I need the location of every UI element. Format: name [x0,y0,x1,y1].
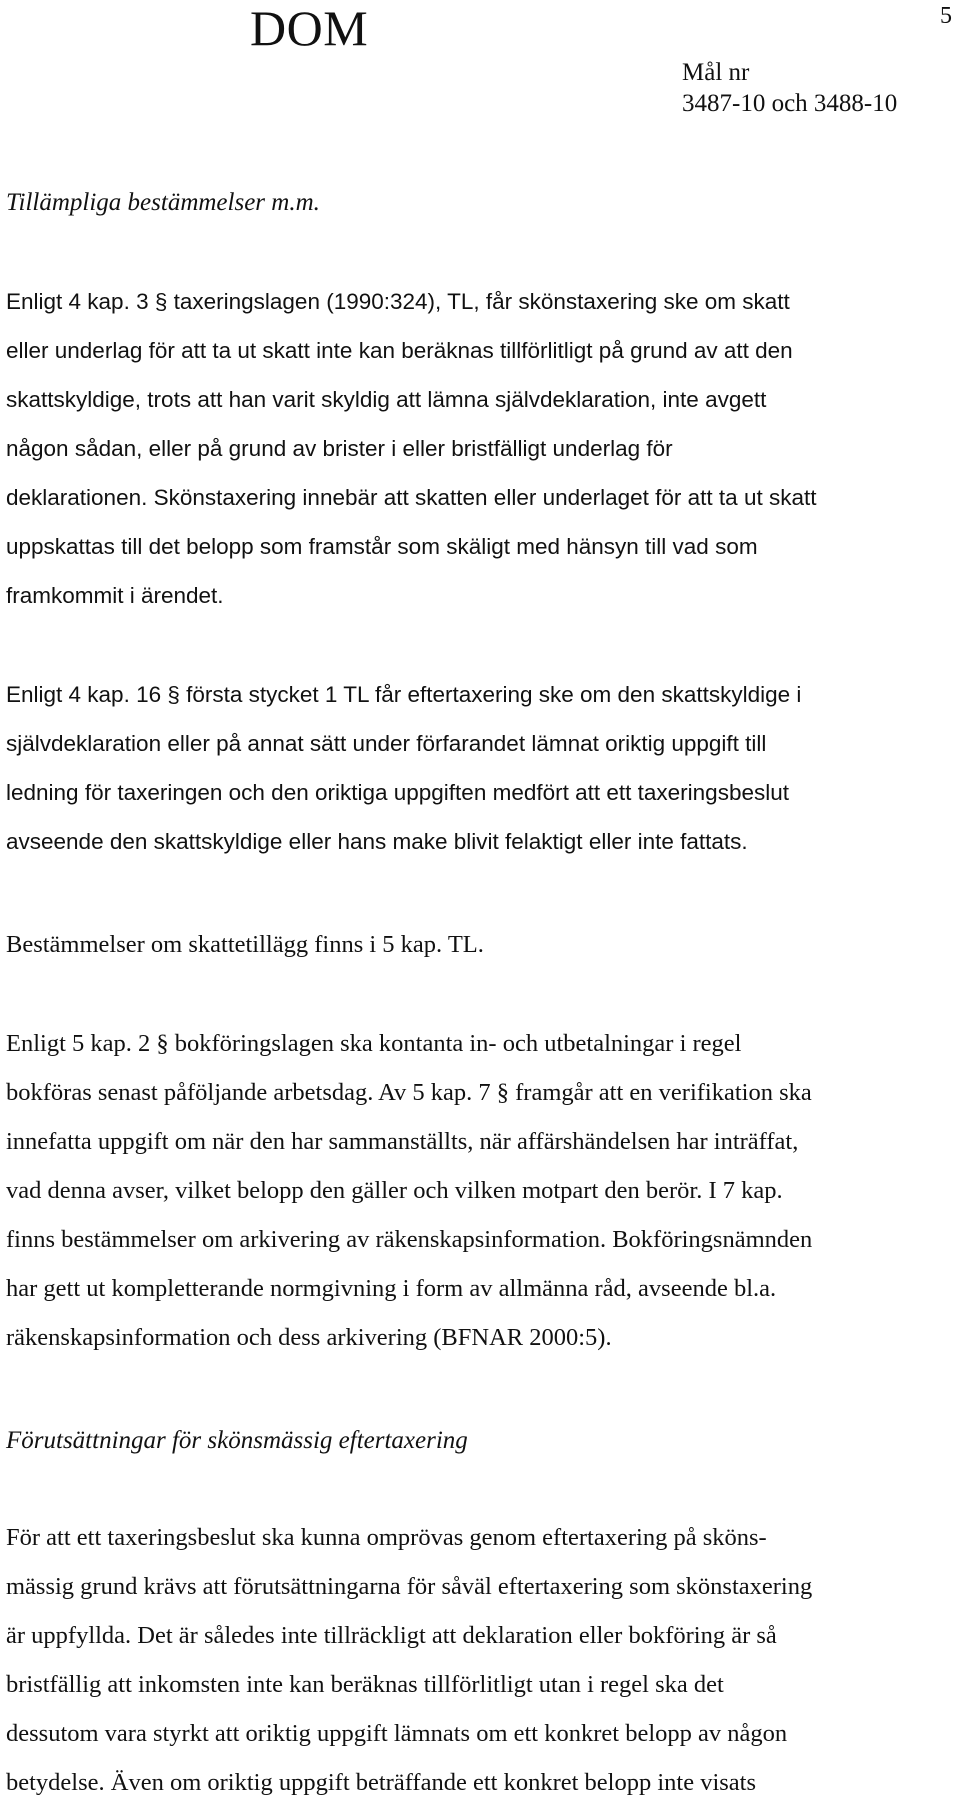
case-numbers: 3487-10 och 3488-10 [682,90,898,117]
text-line: skattskyldige, trots att han varit skyldig att lämna självdeklaration, inte avgett [6,387,767,412]
section-heading-applicable-provisions: Tillämpliga bestämmelser m.m. [6,189,320,216]
paragraph-skattetillagg [6,920,950,969]
text-line: uppskattas till det belopp som framstår som skäligt med hänsyn till vad som [6,534,758,559]
text-line: är uppfyllda. Det är således inte tillräckligt att deklaration eller bokföring är så [6,1622,777,1649]
text-line: För att ett taxeringsbeslut ska kunna omprövas genom eftertaxering på sköns- [6,1524,767,1551]
document-title: DOM [250,0,369,56]
section-heading-conditions: Förutsättningar för skönsmässig eftertaxering [6,1427,468,1454]
text-line: Enligt 5 kap. 2 § bokföringslagen ska kontanta in- och utbetalningar i regel [6,1030,742,1057]
paragraph-skonstaxering [6,277,950,620]
text-line: Bestämmelser om skattetillägg finns i 5 kap. TL. [6,931,484,958]
text-line: avseende den skattskyldige eller hans make blivit felaktigt eller inte fattats. [6,829,748,854]
text-line: betydelse. Även om oriktig uppgift beträffande ett konkret belopp inte visats [6,1769,757,1796]
case-number-label: Mål nr [682,59,750,86]
paragraph-conditions [6,1513,950,1807]
text-line: dessutom vara styrkt att oriktig uppgift lämnats om ett konkret belopp av någon [6,1720,788,1747]
text-line: Enligt 4 kap. 3 § taxeringslagen (1990:324), TL, får skönstaxering ske om skatt [6,289,790,314]
text-line: bokföras senast påföljande arbetsdag. Av 5 kap. 7 § framgår att en verifikation ska [6,1079,812,1106]
text-line: bristfällig att inkomsten inte kan beräknas tillförlitligt utan i regel ska det [6,1671,724,1698]
text-line: har gett ut kompletterande normgivning i form av allmänna råd, avseende bl.a. [6,1275,777,1302]
text-line: eller underlag för att ta ut skatt inte kan beräknas tillförlitligt på grund av att den [6,338,793,363]
text-line: någon sådan, eller på grund av brister i eller bristfälligt underlag för [6,436,673,461]
text-line: mässig grund krävs att förutsättningarna för såväl eftertaxering som skönstaxering [6,1573,813,1600]
text-line: finns bestämmelser om arkivering av räkenskapsinformation. Bokföringsnämnden [6,1226,813,1253]
paragraph-eftertaxering [6,670,950,866]
page-number: 5 [940,3,952,29]
text-line: vad denna avser, vilket belopp den gäller och vilken motpart den berör. I 7 kap. [6,1177,783,1204]
text-line: självdeklaration eller på annat sätt under förfarandet lämnat oriktig uppgift till [6,731,767,756]
paragraph-bokforingslagen [6,1019,950,1362]
text-line: deklarationen. Skönstaxering innebär att skatten eller underlaget för att ta ut skatt [6,485,817,510]
text-line: räkenskapsinformation och dess arkivering (BFNAR 2000:5). [6,1324,612,1351]
text-line: framkommit i ärendet. [6,583,224,608]
text-line: innefatta uppgift om när den har sammanställts, när affärshändelsen har inträffat, [6,1128,799,1155]
text-line: ledning för taxeringen och den oriktiga uppgiften medfört att ett taxeringsbeslut [6,780,789,805]
text-line: Enligt 4 kap. 16 § första stycket 1 TL får eftertaxering ske om den skattskyldige i [6,682,802,707]
